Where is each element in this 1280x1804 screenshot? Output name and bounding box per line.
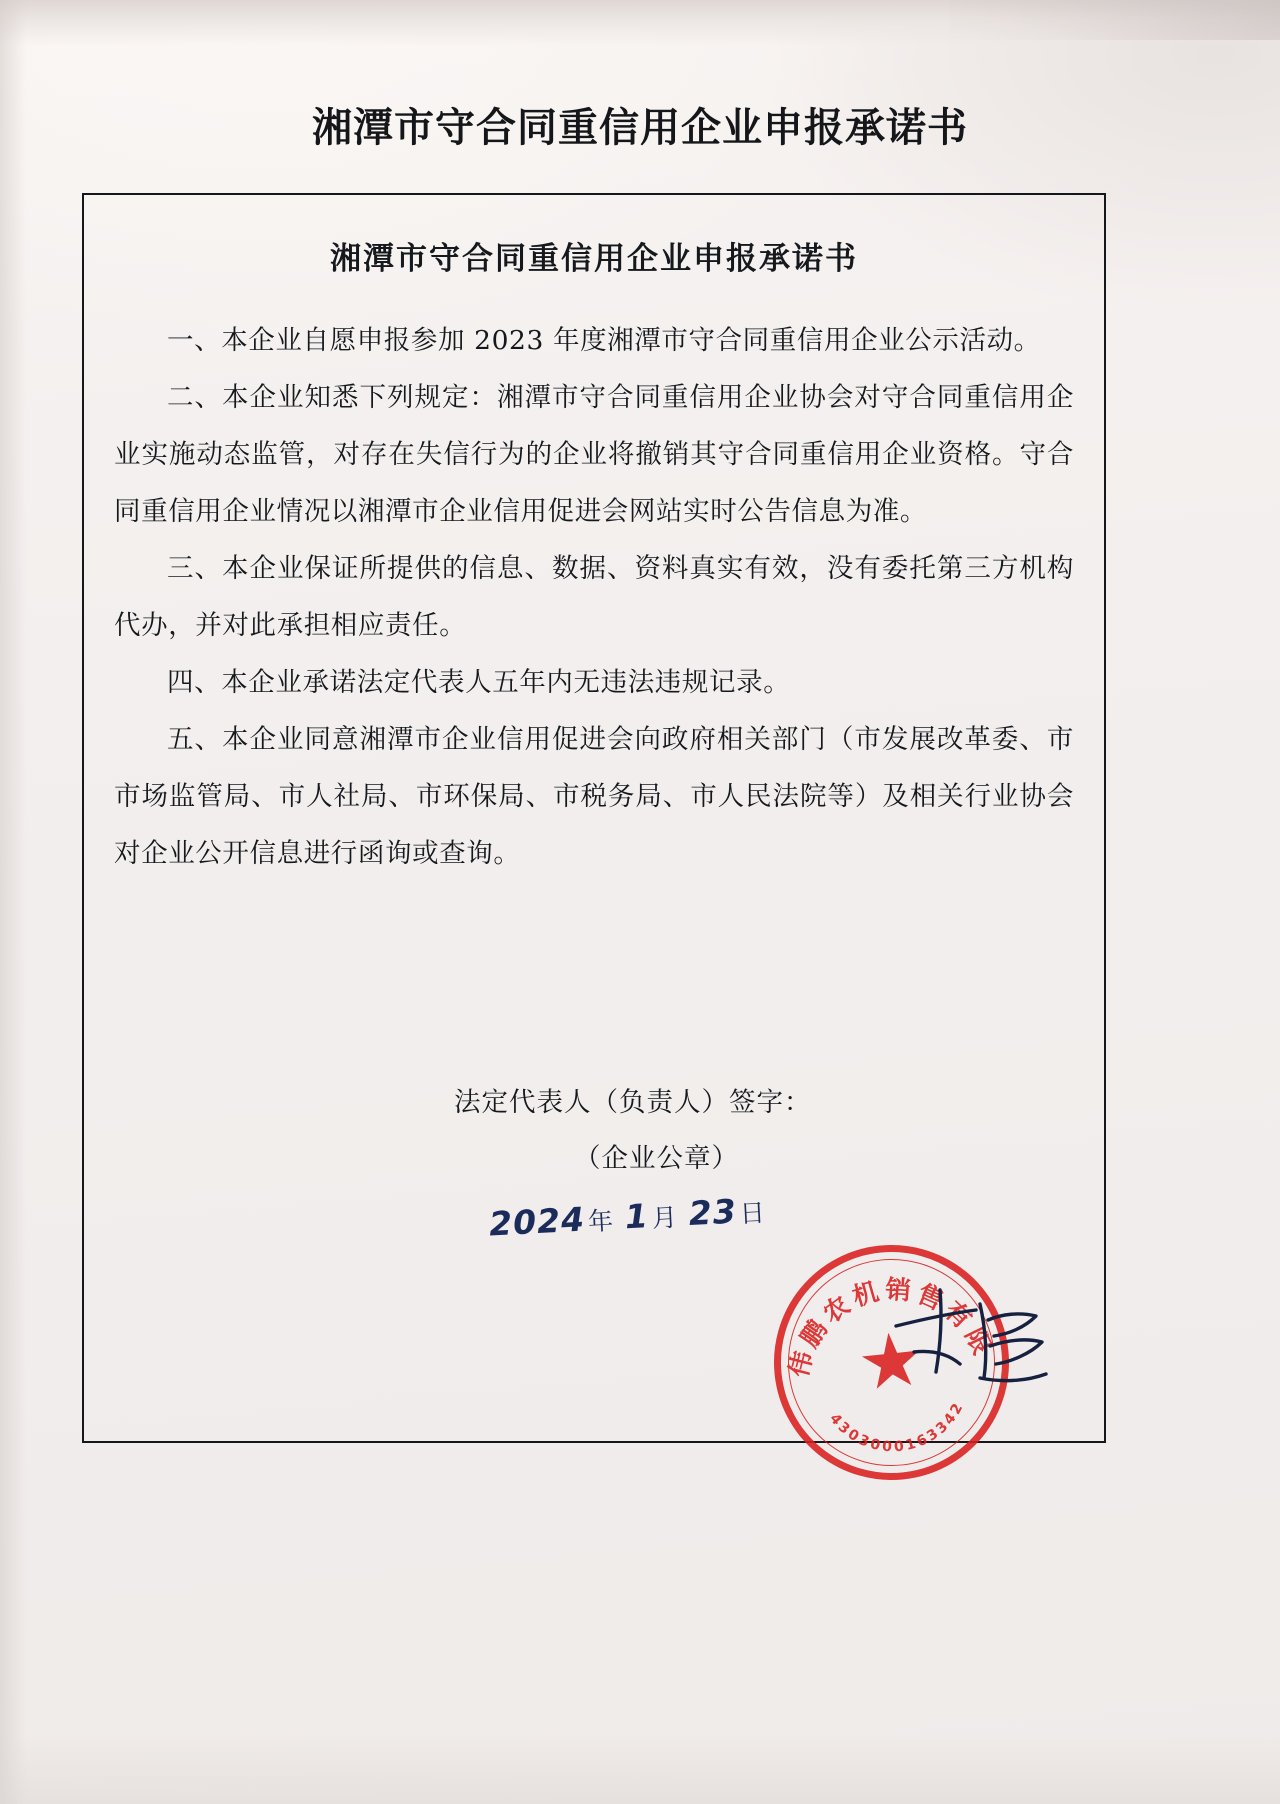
date-month: 1 [623,1196,650,1237]
company-seal-stamp [752,1233,1020,1491]
date-day: 23 [687,1191,738,1234]
date-month-label: 月 [651,1202,684,1233]
handwritten-date [488,1189,777,1243]
clause-paragraph-3: 三、本企业保证所提供的信息、数据、资料真实有效，没有委托第三方机构代办，并对此承担相应责任。 [114,553,1074,641]
company-seal-line: （企业公章） [574,1143,739,1174]
clause-paragraph-1: 一、本企业自愿申报参加 2023 年度湘潭市守合同重信用企业公示活动。 [167,325,1041,356]
scan-edge-bottom [0,1734,1280,1804]
svg-text:4303000163342 [825,1397,972,1462]
date-year-label: 年 [587,1205,620,1237]
scan-edge-left [0,0,26,1804]
date-day-label: 日 [739,1197,772,1229]
clause-paragraph-2: 二、本企业知悉下列规定：湘潭市守合同重信用企业协会对守合同重信用企业实施动态监管，对存在失信行为的企业将撤销其守合同重信用企业资格。守合同重信用企业情况以湘潭市企业信用促进会网站实时公告信息为准。 [114,382,1074,527]
clause-paragraph-5: 五、本企业同意湘潭市企业信用促进会向政府相关部门（市发展改革委、市市场监管局、市人社局、市环保局、市税务局、市人民法院等）及相关行业协会对企业公开信息进行函询或查询。 [114,724,1074,869]
seal-company-name: 湘潭伟鹏农机销售有限公司 [752,1238,1000,1380]
seal-code: 4303000163342 [826,1398,968,1456]
svg-text:湘潭伟鹏农机销售有限公司 [753,1217,1001,1384]
clause-paragraph-4: 四、本企业承诺法定代表人五年内无违法违规记录。 [167,667,791,698]
document-body [114,312,1074,882]
page-title: 湘潭市守合同重信用企业申报承诺书 [312,104,968,151]
date-year: 2024 [488,1199,586,1244]
document-frame [82,193,1106,1456]
seal-company-name-arc [752,1238,1013,1484]
document-heading: 湘潭市守合同重信用企业申报承诺书 [330,241,858,277]
legal-representative-line: 法定代表人（负责人）签字： [454,1087,812,1118]
scan-edge-top-right [950,0,1280,40]
signature-block [84,1075,1104,1187]
